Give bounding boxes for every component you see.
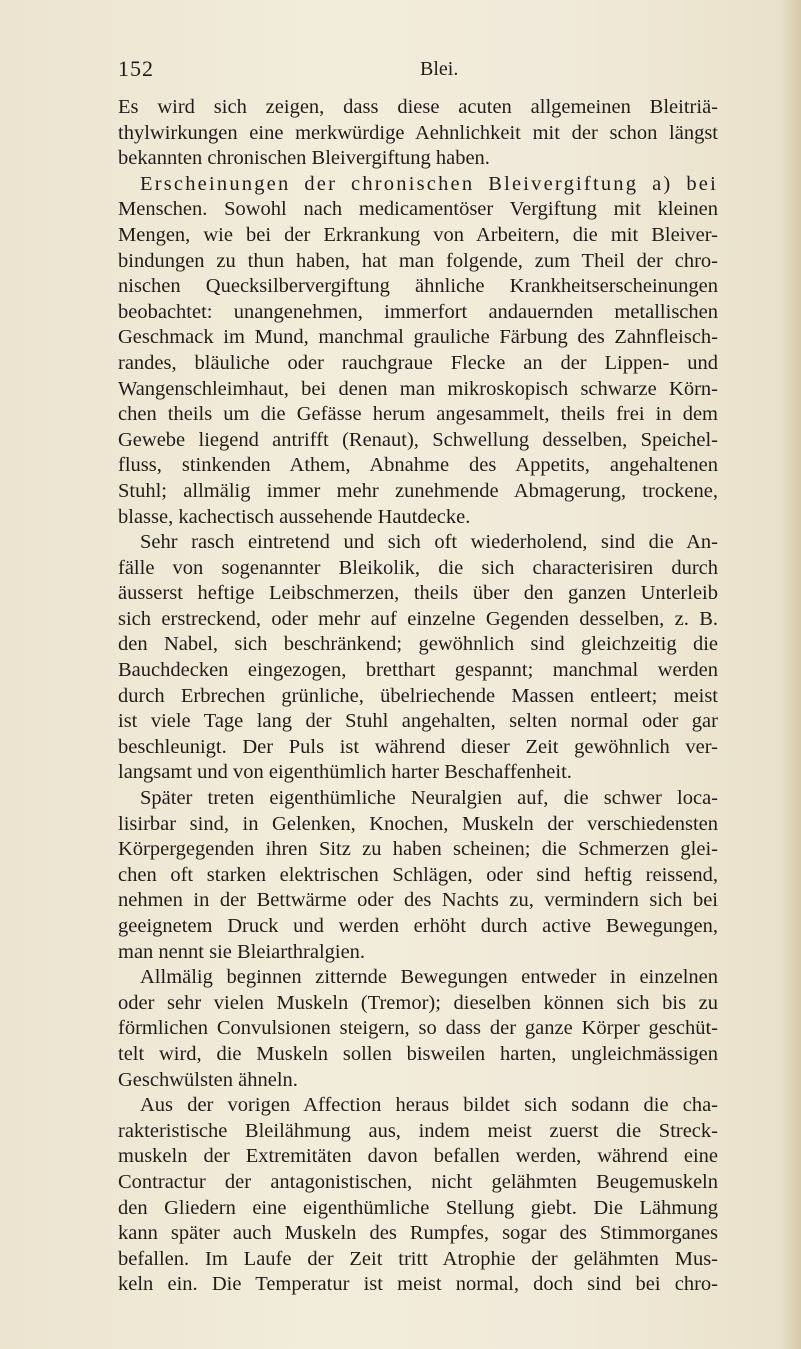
text-line: den Nabel, sich beschränkend; gewöhnlich sind gleichzeitig die: [118, 633, 718, 656]
text-line: Wangenschleimhaut, bei denen man mikroskopisch schwarze Körn-: [118, 377, 718, 400]
text-line: Allmälig beginnen zitternde Bewegungen entweder in einzelnen: [140, 966, 718, 989]
text-line: keln ein. Die Temperatur ist meist normal, doch sind bei chro-: [118, 1273, 718, 1296]
text-line: Menschen. Sowohl nach medicamentöser Vergiftung mit kleinen: [118, 198, 718, 221]
page-header: [118, 56, 718, 86]
text-line: den Gliedern eine eigenthümliche Stellung giebt. Die Lähmung: [118, 1196, 718, 1219]
text-line: geeignetem Druck und werden erhöht durch active Bewegungen,: [118, 915, 718, 937]
text-line: förmlichen Convulsionen steigern, so dass der ganze Körper geschüt-: [118, 1017, 718, 1040]
text-line: Sehr rasch eintretend und sich oft wiederholend, sind die An-: [140, 531, 718, 554]
text-line: nehmen in der Bettwärme oder des Nachts zu, vermindern sich bei: [118, 889, 718, 912]
section-heading-line: Erscheinungen der chronischen Bleivergiftung a) bei: [140, 172, 718, 195]
text-line: äusserst heftige Leibschmerzen, theils über den ganzen Unterleib: [118, 582, 718, 605]
text-line: chen oft starken elektrischen Schlägen, oder sind heftig reissend,: [118, 863, 718, 886]
text-line: randes, bläuliche oder rauchgraue Flecke an der Lippen- und: [118, 351, 718, 374]
text-line: telt wird, die Muskeln sollen bisweilen harten, ungleichmässigen: [118, 1042, 718, 1065]
text-line: Mengen, wie bei der Erkrankung von Arbeitern, die mit Bleiver-: [118, 223, 718, 246]
text-line: Aus der vorigen Affection heraus bildet sich sodann die cha-: [140, 1094, 718, 1117]
text-line: durch Erbrechen grünliche, übelriechende Massen entleert; meist: [118, 684, 718, 707]
text-line: rakteristische Bleilähmung aus, indem meist zuerst die Streck-: [118, 1119, 718, 1142]
page-edge-shadow: [779, 0, 801, 1349]
text-line: langsamt und von eigenthümlich harter Beschaffenheit.: [118, 761, 572, 784]
text-line: Körpergegenden ihren Sitz zu haben scheinen; die Schmerzen glei-: [118, 838, 718, 861]
text-line: fluss, stinkenden Athem, Abnahme des Appetits, angehaltenen: [118, 454, 718, 477]
text-line: bindungen zu thun haben, hat man folgende, zum Theil der chro-: [118, 249, 718, 272]
text-line: Contractur der antagonistischen, nicht gelähmten Beugemuskeln: [118, 1170, 718, 1193]
text-line: oder sehr vielen Muskeln (Tremor); dieselben können sich bis zu: [118, 991, 718, 1014]
text-line: beobachtet: unangenehmen, immerfort andauernden metallischen: [118, 300, 718, 323]
text-line: Bauchdecken eingezogen, bretthart gespannt; manchmal werden: [118, 659, 718, 682]
text-line: fälle von sogenannter Bleikolik, die sich characterisiren durch: [118, 556, 718, 579]
text-line: befallen. Im Laufe der Zeit tritt Atrophie der gelähmten Mus-: [118, 1247, 718, 1270]
page-number: 152: [118, 56, 154, 81]
running-head: Blei.: [420, 58, 459, 80]
text-line: ist viele Tage lang der Stuhl angehalten, selten normal oder gar: [118, 710, 718, 733]
text-line: bekannten chronischen Bleivergiftung haben.: [118, 147, 490, 170]
text-line: thylwirkungen eine merkwürdige Aehnlichkeit mit der schon längst: [118, 121, 718, 144]
text-line: nischen Quecksilbervergiftung ähnliche Krankheitserscheinungen: [118, 275, 718, 298]
text-line: Es wird sich zeigen, dass diese acuten allgemeinen Bleitriä-: [118, 96, 718, 118]
text-line: muskeln der Extremitäten davon befallen werden, während eine: [118, 1145, 718, 1168]
text-line: Stuhl; allmälig immer mehr zunehmende Abmagerung, trockene,: [118, 479, 718, 502]
text-line: sich erstreckend, oder mehr auf einzelne Gegenden desselben, z. B.: [118, 607, 718, 630]
text-line: chen theils um die Gefässe herum angesammelt, theils frei in dem: [118, 403, 718, 426]
body-text: [118, 95, 718, 1298]
text-line: Geschmack im Mund, manchmal grauliche Färbung des Zahnfleisch-: [118, 326, 718, 349]
text-line: man nennt sie Bleiarthralgien.: [118, 940, 366, 963]
text-line: Geschwülsten ähneln.: [118, 1068, 298, 1091]
text-line: kann später auch Muskeln des Rumpfes, sogar des Stimmorganes: [118, 1222, 718, 1245]
text-line: beschleunigt. Der Puls ist während dieser Zeit gewöhnlich ver-: [118, 735, 718, 758]
text-line: Später treten eigenthümliche Neuralgien auf, die schwer loca-: [140, 787, 718, 810]
text-line: lisirbar sind, in Gelenken, Knochen, Muskeln der verschiedensten: [118, 812, 718, 835]
text-line: Gewebe liegend antrifft (Renaut), Schwellung desselben, Speichel-: [118, 428, 718, 451]
text-line: blasse, kachectisch aussehende Hautdecke.: [118, 505, 471, 528]
